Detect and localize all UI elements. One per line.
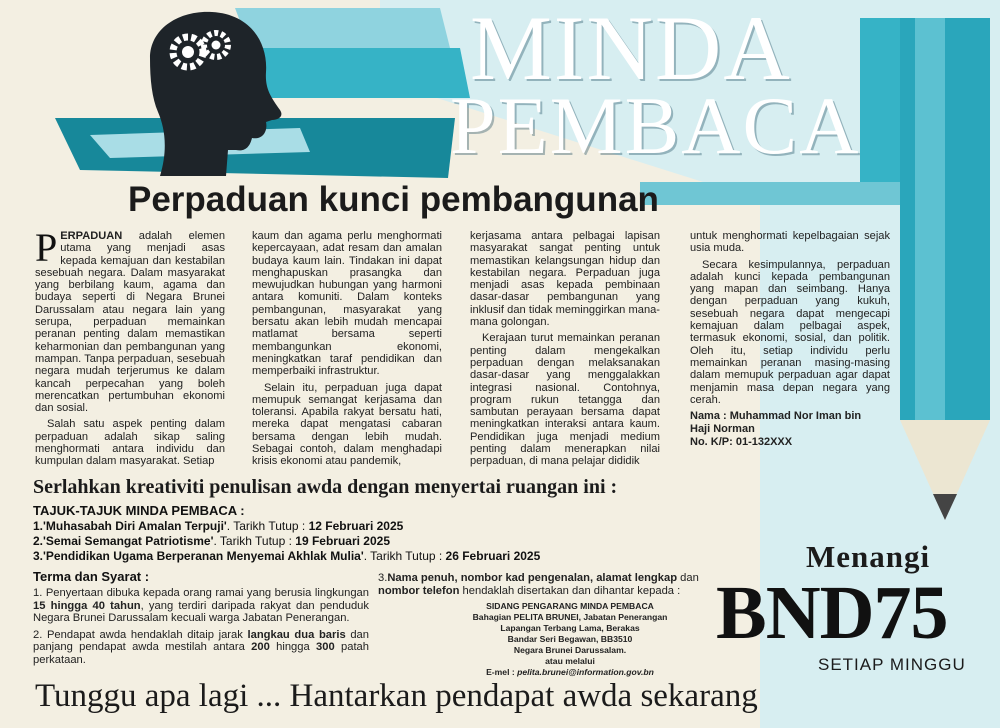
topics-heading: TAJUK-TAJUK MINDA PEMBACA : <box>33 503 245 518</box>
mailing-address: SIDANG PENGARANG MINDA PEMBACA Bahagian PELITA BRUNEI, Jabatan Penerangan Lapangan Terbang Lama, Berakas Bandar Seri Begawan, BB3510 Negara Brunei Darussalam. atau melalui E-mel : pelita.brunei@information.gov.bn <box>420 601 720 678</box>
article-column-4 <box>690 230 890 453</box>
rule-3: 3.Nama penuh, nombor kad pengenalan, alamat lengkap dan nombor telefon hendaklah disertakan dan dihantar kepada : <box>378 572 699 597</box>
article-paragraph: Selain itu, perpaduan juga dapat memupuk semangat kerjasama dan toleransi. Apabila rakyat bersatu hati, mereka dapat mengatasi cabaran bersama dengan lebih mudah. Sebagai contoh, dalam menghadapi krisis ekonomi atau pandemik, <box>252 381 442 468</box>
article-paragraph: Salah satu aspek penting dalam perpaduan adalah sikap saling menghormati antara individu dan kumpulan dalam masyarakat. Setiap <box>35 418 225 468</box>
email-link[interactable]: pelita.brunei@information.gov.bn <box>517 667 654 677</box>
list-item: 3.'Pendidikan Ugama Berperanan Menyemai Akhlak Mulia'. Tarikh Tutup : 26 Februari 2025 <box>33 549 541 563</box>
prize-label: Menangi <box>806 539 931 574</box>
masthead-minda: MINDA <box>470 0 792 99</box>
ribbon-top <box>235 8 450 48</box>
article-column-2 <box>252 230 442 472</box>
article-paragraph: kerjasama antara pelbagai lapisan masyarakat sangat penting untuk memastikan kelangsungan hidup dan kestabilan negara. Perpaduan juga menjadi asas kepada pembinaan dasar-dasar pembangunan yang inklusif dan tidak meminggirkan mana-mana golongan. <box>470 230 660 329</box>
rule-1: 1. Penyertaan dibuka kepada orang ramai yang berusia lingkungan 15 hingga 40 tahun, yang terdiri daripada rakyat dan penduduk Negara Brunei Darussalam kecuali warga Jabatan Penerangan. <box>33 587 369 625</box>
drop-cap: P <box>35 225 58 270</box>
footer-call-to-action: Tunggu apa lagi ... Hantarkan pendapat awda sekarang <box>35 678 758 714</box>
article-paragraph: Secara kesimpulannya, perpaduan adalah kunci kepada pembangunan yang mapan dan seimbang. Hanya dengan perpaduan yang kukuh, sesebuah negara dapat mengecapi kemajuan dalam pelbagai aspek, termasuk ekonomi, sosial, dan politik. Oleh itu, setiap individu perlu memainkan peranan masing-masing dalam memupuk perpaduan agar dapat menjamin masa depan negara yang cerah. <box>690 258 890 406</box>
list-item: 1.'Muhasabah Diri Amalan Terpuji'. Tarikh Tutup : 12 Februari 2025 <box>33 519 404 533</box>
article-paragraph: untuk menghormati kepelbagaian sejak usia muda. <box>690 230 890 255</box>
article-paragraph: kaum dan agama perlu menghormati kepercayaan, adat resam dan amalan budaya kaum lain. Tindakan ini dapat menghapuskan prasangka dan mewujudkan hubungan yang harmoni antara komuniti. Dalam konteks pembangunan, masyarakat yang bersatu akan lebih mudah mencapai matlamat bersama seperti membangunkan ekonomi, meningkatkan taraf pendidikan dan memperbaiki infrastruktur. <box>252 230 442 378</box>
contest-invitation: Serlahkan kreativiti penulisan awda dengan menyertai ruangan ini : <box>33 476 618 498</box>
article-paragraph: PERPADUAN adalah elemen utama yang menjadi asas kepada kemajuan dan kestabilan sesebuah negara. Dalam masyarakat yang berbilang kaum, agama dan budaya seperti di Negara Brunei Darussalam atau negara lain yang serupa, perpaduan memainkan peranan penting dalam memastikan keharmonian dan pembangunan yang mampan. Tanpa perpaduan, sesebuah negara mudah terjerumus ke dalam kancah perpecahan yang boleh merencatkan pertumbuhan ekonomi dan sosial. <box>35 225 225 415</box>
article-paragraph: Kerajaan turut memainkan peranan penting dalam mengekalkan perpaduan dengan melaksanakan dasar-dasar yang menggalakkan integrasi nasional. Contohnya, program rukun tetangga dan sambutan perayaan bersama dapat meningkatkan interaksi antara kaum. Pendidikan juga menjadi medium penting dalam menerapkan nilai perpaduan, di mana pelajar dididik <box>470 332 660 468</box>
terms-heading: Terma dan Syarat : <box>33 569 150 584</box>
article-column-3 <box>470 230 660 472</box>
prize-frequency: SETIAP MINGGU <box>818 655 966 674</box>
article-column-1 <box>35 225 225 472</box>
rule-2: 2. Pendapat awda hendaklah ditaip jarak langkau dua baris dan panjang pendapat awda mestilah antara 200 hingga 300 patah perkataan. <box>33 628 370 666</box>
article-headline: Perpaduan kunci pembangunan <box>128 180 659 219</box>
email-line: E-mel : pelita.brunei@information.gov.bn <box>486 667 654 677</box>
author-signature: Nama : Muhammad Nor Iman bin Haji Norman No. K/P: 01-132XXX <box>690 410 862 449</box>
terms-rules <box>33 587 369 671</box>
masthead-pembaca: PEMBACA <box>450 80 861 171</box>
lead-word: ERPADUAN <box>60 230 123 242</box>
topics-list <box>33 519 540 564</box>
prize-amount: BND75 <box>716 571 948 655</box>
list-item: 2.'Semai Semangat Patriotisme'. Tarikh Tutup : 19 Februari 2025 <box>33 534 391 548</box>
